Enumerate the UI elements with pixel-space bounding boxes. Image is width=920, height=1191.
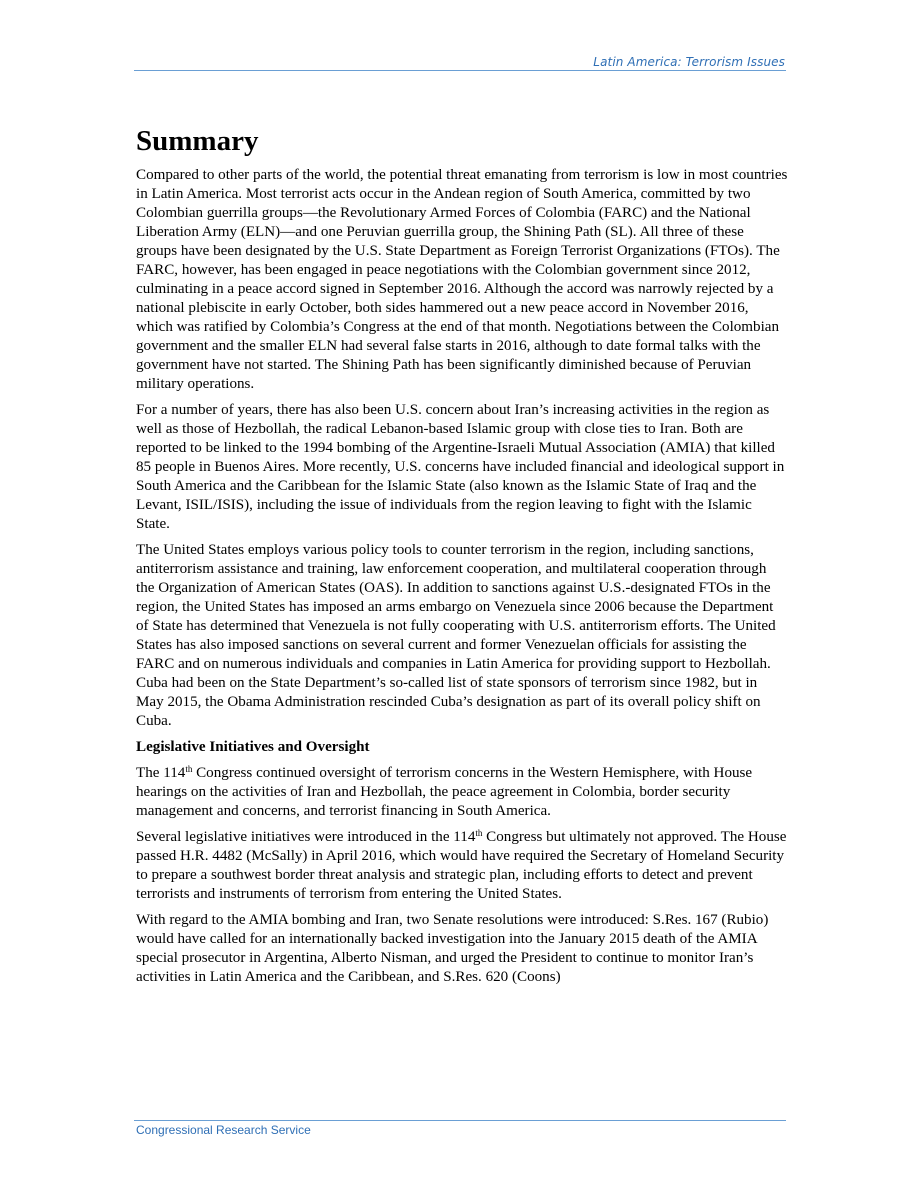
legislative-p2-text-start: Several legislative initiatives were introduced in the 114 [136,829,476,845]
running-header-title: Latin America: Terrorism Issues [593,55,785,69]
legislative-p2-text-end: Congress but ultimately not approved. The House passed H.R. 4482 (McSally) in April 2016, which would have required the Secretary of Homeland Security to prepare a southwest border threat analysis and strategic plan, including efforts to detect and prevent terrorists and instruments of terrorism from entering the United States. [136,829,787,902]
legislative-paragraph-3: With regard to the AMIA bombing and Iran, two Senate resolutions were introduced: S.Res. 167 (Rubio) would have called for an internationally backed investigation into the January 2015 death of the AMIA special prosecutor in Argentina, Alberto Nisman, and urged the President to continue to monitor Iran’s activities in Latin America and the Caribbean, and S.Res. 620 (Coons) [136,912,769,985]
ordinal-suffix: th [185,764,193,774]
legislative-p1-text-start: The 114 [136,765,186,781]
footer-publisher: Congressional Research Service [136,1123,311,1137]
legislative-p1-text-end: Congress continued oversight of terrorism concerns in the Western Hemisphere, with House hearings on the activities of Iran and Hezbollah, the peace agreement in Colombia, border security management and concerns, and terrorist financing in South America. [136,765,753,819]
page-content [136,124,788,994]
summary-paragraph-3: The United States employs various policy tools to counter terrorism in the region, including sanctions, antiterrorism assistance and training, law enforcement cooperation, and multilateral cooperation through the Organization of American States (OAS). In addition to sanctions against U.S.-designated FTOs in the region, the United States has imposed an arms embargo on Venezuela since 2006 because the Department of State has determined that Venezuela is not fully cooperating with U.S. antiterrorism efforts. The United States has also imposed sanctions on several current and former Venezuelan officials for assisting the FARC and on numerous individuals and companies in Latin America for providing support to Hezbollah. Cuba had been on the State Department’s so-called list of state sponsors of terrorism since 1982, but in May 2015, the Obama Administration rescinded Cuba’s designation as part of its overall policy shift on Cuba. [136,542,776,729]
summary-paragraph-1: Compared to other parts of the world, the potential threat emanating from terrorism is low in most countries in Latin America. Most terrorist acts occur in the Andean region of South America, committed by two Colombian guerrilla groups—the Revolutionary Armed Forces of Colombia (FARC) and the National Liberation Army (ELN)—and one Peruvian guerrilla group, the Shining Path (SL). All three of these groups have been designated by the U.S. State Department as Foreign Terrorist Organizations (FTOs). The FARC, however, has been engaged in peace negotiations with the Colombian government since 2012, culminating in a peace accord signed in September 2016. Although the accord was narrowly rejected by a national plebiscite in early October, both sides hammered out a new peace accord in November 2016, which was ratified by Colombia’s Congress at the end of that month. Negotiations between the Colombian government and the smaller ELN had several false starts in 2016, although to date formal talks with the government have not started. The Shining Path has been significantly diminished because of Peruvian military operations. [136,167,788,392]
legislative-heading: Legislative Initiatives and Oversight [136,739,370,755]
legislative-paragraph-2 [136,828,788,904]
footer-divider [134,1120,786,1121]
legislative-paragraph-1 [136,764,788,821]
ordinal-suffix: th [475,828,483,838]
summary-heading: Summary [136,125,259,157]
summary-paragraph-2: For a number of years, there has also been U.S. concern about Iran’s increasing activities in the region as well as those of Hezbollah, the radical Lebanon-based Islamic group with close ties to Iran. Both are reported to be linked to the 1994 bombing of the Argentine-Israeli Mutual Association (AMIA) that killed 85 people in Buenos Aires. More recently, U.S. concerns have included financial and ideological support in South America and the Caribbean for the Islamic State (also known as the Islamic State of Iraq and the Levant, ISIL/ISIS), including the issue of individuals from the region leaving to fight with the Islamic State. [136,402,785,532]
header-divider [134,70,786,71]
